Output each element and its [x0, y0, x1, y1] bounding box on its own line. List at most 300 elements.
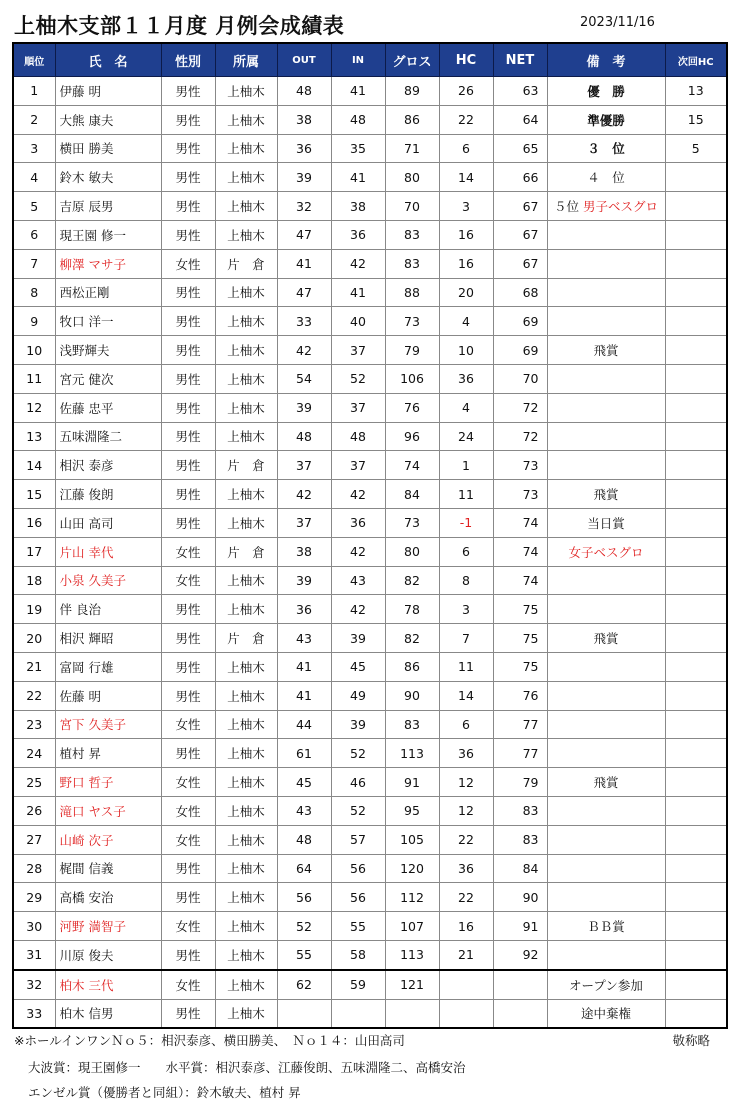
- cell-gross: 113: [385, 940, 439, 969]
- table-row: [13, 249, 727, 278]
- cell-rank: 22: [13, 681, 55, 710]
- cell-in: 52: [331, 364, 385, 393]
- cell-next-hc: [665, 940, 727, 969]
- cell-next-hc: [665, 710, 727, 739]
- table-row: [13, 393, 727, 422]
- cell-name: 浅野輝夫: [55, 336, 161, 365]
- cell-rank: 17: [13, 537, 55, 566]
- cell-club: 上柚木: [215, 77, 277, 106]
- cell-net: [493, 999, 547, 1028]
- cell-remarks: [547, 652, 665, 681]
- cell-gender: 男性: [161, 451, 215, 480]
- table-row: [13, 768, 727, 797]
- cell-remarks: [547, 249, 665, 278]
- cell-hc: 12: [439, 768, 493, 797]
- cell-gender: 男性: [161, 854, 215, 883]
- cell-gross: 82: [385, 566, 439, 595]
- cell-gender: 男性: [161, 595, 215, 624]
- cell-net: 64: [493, 105, 547, 134]
- cell-net: [493, 970, 547, 999]
- table-header: [13, 43, 727, 77]
- cell-out: 43: [277, 796, 331, 825]
- cell-remarks: [547, 825, 665, 854]
- cell-next-hc: [665, 393, 727, 422]
- cell-in: 59: [331, 970, 385, 999]
- table-row: [13, 624, 727, 653]
- table-row: [13, 422, 727, 451]
- table-row: [13, 681, 727, 710]
- cell-gross: 83: [385, 710, 439, 739]
- cell-hc: 22: [439, 883, 493, 912]
- cell-net: 67: [493, 192, 547, 221]
- cell-net: 72: [493, 422, 547, 451]
- remarks-text: ５位: [553, 199, 579, 215]
- cell-hc: -1: [439, 508, 493, 537]
- cell-name: 川原 俊夫: [55, 940, 161, 969]
- cell-gross: 91: [385, 768, 439, 797]
- cell-remarks: [547, 364, 665, 393]
- cell-next-hc: [665, 883, 727, 912]
- cell-net: 91: [493, 912, 547, 941]
- cell-gender: 男性: [161, 422, 215, 451]
- report-date: 2023/11/16: [580, 15, 655, 30]
- cell-next-hc: [665, 163, 727, 192]
- cell-remarks: [547, 710, 665, 739]
- cell-gender: 男性: [161, 652, 215, 681]
- cell-club: 上柚木: [215, 768, 277, 797]
- cell-club: 片 倉: [215, 624, 277, 653]
- cell-net: 70: [493, 364, 547, 393]
- cell-club: 上柚木: [215, 883, 277, 912]
- cell-gross: 74: [385, 451, 439, 480]
- cell-net: 75: [493, 652, 547, 681]
- cell-next-hc: [665, 336, 727, 365]
- table-row: [13, 364, 727, 393]
- cell-club: 片 倉: [215, 451, 277, 480]
- table-row: [13, 739, 727, 768]
- cell-club: 上柚木: [215, 105, 277, 134]
- cell-hc: 11: [439, 480, 493, 509]
- cell-in: 36: [331, 508, 385, 537]
- cell-gender: 男性: [161, 278, 215, 307]
- cell-gender: 男性: [161, 163, 215, 192]
- cell-club: 上柚木: [215, 710, 277, 739]
- cell-out: 33: [277, 307, 331, 336]
- cell-gender: 女性: [161, 912, 215, 941]
- cell-gross: 76: [385, 393, 439, 422]
- table-row: [13, 278, 727, 307]
- cell-net: 75: [493, 595, 547, 624]
- table-row: [13, 652, 727, 681]
- cell-hc: 1: [439, 451, 493, 480]
- cell-name: 現王園 修一: [55, 220, 161, 249]
- cell-remarks: [547, 192, 665, 221]
- cell-club: 上柚木: [215, 163, 277, 192]
- cell-rank: 21: [13, 652, 55, 681]
- cell-remarks: [547, 508, 665, 537]
- cell-net: 69: [493, 336, 547, 365]
- cell-gender: 女性: [161, 710, 215, 739]
- cell-gross: 80: [385, 163, 439, 192]
- cell-out: [277, 999, 331, 1028]
- cell-out: 41: [277, 249, 331, 278]
- cell-out: 55: [277, 940, 331, 969]
- cell-net: 74: [493, 537, 547, 566]
- cell-net: 67: [493, 220, 547, 249]
- cell-in: 39: [331, 624, 385, 653]
- cell-hc: 16: [439, 912, 493, 941]
- header-hc: HC: [439, 43, 493, 77]
- cell-next-hc: [665, 624, 727, 653]
- cell-remarks: [547, 163, 665, 192]
- cell-next-hc: 5: [665, 134, 727, 163]
- table-row: [13, 595, 727, 624]
- cell-gross: 78: [385, 595, 439, 624]
- cell-out: 36: [277, 595, 331, 624]
- cell-club: 片 倉: [215, 537, 277, 566]
- cell-next-hc: [665, 451, 727, 480]
- cell-name: 河野 満智子: [55, 912, 161, 941]
- cell-remarks: [547, 537, 665, 566]
- hole-in-one-note: ※ホールインワンＮｏ５：相沢泰彦、横田勝美、 Ｎｏ１４：山田高司: [14, 1033, 405, 1048]
- table-row: [13, 940, 727, 969]
- cell-hc: [439, 999, 493, 1028]
- cell-out: 42: [277, 336, 331, 365]
- cell-rank: 28: [13, 854, 55, 883]
- cell-gross: 86: [385, 105, 439, 134]
- cell-hc: 36: [439, 364, 493, 393]
- cell-net: 74: [493, 566, 547, 595]
- cell-rank: 11: [13, 364, 55, 393]
- cell-next-hc: [665, 278, 727, 307]
- table-row: [13, 796, 727, 825]
- cell-in: 37: [331, 336, 385, 365]
- cell-out: 44: [277, 710, 331, 739]
- header-gross: グロス: [385, 43, 439, 77]
- cell-club: 上柚木: [215, 970, 277, 999]
- cell-club: 上柚木: [215, 999, 277, 1028]
- cell-in: 42: [331, 480, 385, 509]
- honorific-note: 敬称略: [672, 1033, 710, 1048]
- cell-net: 77: [493, 710, 547, 739]
- table-row: [13, 336, 727, 365]
- cell-next-hc: [665, 768, 727, 797]
- cell-next-hc: [665, 825, 727, 854]
- cell-hc: 16: [439, 220, 493, 249]
- cell-club: 片 倉: [215, 249, 277, 278]
- cell-remarks: [547, 940, 665, 969]
- cell-next-hc: [665, 739, 727, 768]
- cell-next-hc: [665, 192, 727, 221]
- table-row: [13, 163, 727, 192]
- cell-out: 41: [277, 652, 331, 681]
- cell-hc: 21: [439, 940, 493, 969]
- cell-in: 48: [331, 422, 385, 451]
- cell-out: 32: [277, 192, 331, 221]
- cell-remarks: [547, 451, 665, 480]
- cell-hc: 6: [439, 537, 493, 566]
- table-row: [13, 220, 727, 249]
- cell-name: 牧口 洋一: [55, 307, 161, 336]
- awards-note: 大波賞：現王園修一 水平賞：相沢泰彦、江藤俊朗、五味淵隆二、高橋安治: [28, 1060, 466, 1075]
- cell-gender: 男性: [161, 364, 215, 393]
- cell-rank: 29: [13, 883, 55, 912]
- cell-hc: 6: [439, 710, 493, 739]
- cell-out: 48: [277, 422, 331, 451]
- cell-rank: 23: [13, 710, 55, 739]
- cell-hc: 36: [439, 739, 493, 768]
- cell-gross: 112: [385, 883, 439, 912]
- cell-club: 上柚木: [215, 192, 277, 221]
- cell-next-hc: [665, 652, 727, 681]
- cell-gender: 男性: [161, 307, 215, 336]
- header-remarks: 備 考: [547, 43, 665, 77]
- cell-in: 41: [331, 278, 385, 307]
- cell-rank: 9: [13, 307, 55, 336]
- cell-rank: 3: [13, 134, 55, 163]
- cell-net: 74: [493, 508, 547, 537]
- remarks-text: 優 勝: [587, 83, 625, 99]
- cell-out: 39: [277, 393, 331, 422]
- cell-gender: 男性: [161, 220, 215, 249]
- remarks-text: 飛賞: [593, 343, 619, 359]
- cell-net: 75: [493, 624, 547, 653]
- cell-hc: 24: [439, 422, 493, 451]
- cell-club: 上柚木: [215, 220, 277, 249]
- cell-remarks: [547, 105, 665, 134]
- cell-gender: 男性: [161, 883, 215, 912]
- cell-rank: 26: [13, 796, 55, 825]
- cell-gross: 73: [385, 307, 439, 336]
- cell-remarks: [547, 883, 665, 912]
- cell-rank: 12: [13, 393, 55, 422]
- cell-gender: 男性: [161, 480, 215, 509]
- cell-name: 植村 昇: [55, 739, 161, 768]
- cell-gender: 女性: [161, 825, 215, 854]
- cell-club: 上柚木: [215, 336, 277, 365]
- cell-club: 上柚木: [215, 566, 277, 595]
- cell-name: 横田 勝美: [55, 134, 161, 163]
- cell-rank: 25: [13, 768, 55, 797]
- cell-gender: 男性: [161, 77, 215, 106]
- cell-name: 梶間 信義: [55, 854, 161, 883]
- cell-in: 56: [331, 883, 385, 912]
- header-gender: 性別: [161, 43, 215, 77]
- cell-in: 49: [331, 681, 385, 710]
- cell-net: 65: [493, 134, 547, 163]
- cell-remarks: [547, 595, 665, 624]
- cell-name: 山田 高司: [55, 508, 161, 537]
- remarks-text: 飛賞: [593, 487, 619, 503]
- cell-in: 40: [331, 307, 385, 336]
- cell-next-hc: [665, 912, 727, 941]
- cell-out: 56: [277, 883, 331, 912]
- table-row: [13, 192, 727, 221]
- cell-out: 42: [277, 480, 331, 509]
- cell-club: 上柚木: [215, 278, 277, 307]
- cell-name: 吉原 辰男: [55, 192, 161, 221]
- table-body: [13, 77, 727, 1029]
- cell-rank: 19: [13, 595, 55, 624]
- cell-gender: 男性: [161, 134, 215, 163]
- cell-hc: 7: [439, 624, 493, 653]
- cell-net: 76: [493, 681, 547, 710]
- cell-out: 39: [277, 163, 331, 192]
- cell-gross: 96: [385, 422, 439, 451]
- cell-gross: [385, 999, 439, 1028]
- table-row: [13, 77, 727, 106]
- cell-net: 73: [493, 480, 547, 509]
- cell-club: 上柚木: [215, 825, 277, 854]
- cell-rank: 10: [13, 336, 55, 365]
- cell-next-hc: [665, 480, 727, 509]
- cell-name: 五味淵隆二: [55, 422, 161, 451]
- cell-gender: 女性: [161, 796, 215, 825]
- table-row: [13, 134, 727, 163]
- cell-club: 上柚木: [215, 422, 277, 451]
- cell-hc: 14: [439, 681, 493, 710]
- cell-remarks: [547, 77, 665, 106]
- remarks-text: オープン参加: [569, 977, 643, 993]
- results-table: [12, 42, 728, 1029]
- table-row: [13, 451, 727, 480]
- cell-out: 43: [277, 624, 331, 653]
- cell-rank: 33: [13, 999, 55, 1028]
- cell-gross: 121: [385, 970, 439, 999]
- cell-gender: 女性: [161, 249, 215, 278]
- cell-hc: 4: [439, 393, 493, 422]
- cell-net: 83: [493, 796, 547, 825]
- cell-out: 41: [277, 681, 331, 710]
- cell-remarks: [547, 681, 665, 710]
- cell-gender: 男性: [161, 999, 215, 1028]
- cell-club: 上柚木: [215, 364, 277, 393]
- table-row: [13, 854, 727, 883]
- cell-hc: 6: [439, 134, 493, 163]
- table-row: [13, 105, 727, 134]
- cell-club: 上柚木: [215, 307, 277, 336]
- cell-rank: 8: [13, 278, 55, 307]
- cell-gender: 男性: [161, 393, 215, 422]
- cell-hc: [439, 970, 493, 999]
- cell-gross: 90: [385, 681, 439, 710]
- cell-next-hc: [665, 508, 727, 537]
- cell-name: 大熊 康夫: [55, 105, 161, 134]
- cell-gross: 107: [385, 912, 439, 941]
- cell-out: 52: [277, 912, 331, 941]
- cell-name: 伊藤 明: [55, 77, 161, 106]
- cell-out: 48: [277, 825, 331, 854]
- cell-next-hc: [665, 681, 727, 710]
- cell-remarks: [547, 134, 665, 163]
- header-net: NET: [493, 43, 547, 77]
- cell-in: 57: [331, 825, 385, 854]
- cell-remarks: [547, 912, 665, 941]
- cell-rank: 18: [13, 566, 55, 595]
- cell-name: 野口 哲子: [55, 768, 161, 797]
- page-title: 上柚木支部１１月度 月例会成績表: [14, 14, 345, 38]
- cell-remarks: [547, 220, 665, 249]
- cell-hc: 8: [439, 566, 493, 595]
- header-in: IN: [331, 43, 385, 77]
- table-row: [13, 537, 727, 566]
- cell-out: 39: [277, 566, 331, 595]
- cell-club: 上柚木: [215, 595, 277, 624]
- cell-net: 72: [493, 393, 547, 422]
- table-row: [13, 912, 727, 941]
- cell-name: 相沢 輝昭: [55, 624, 161, 653]
- cell-remarks: [547, 278, 665, 307]
- table-row: [13, 566, 727, 595]
- cell-out: 37: [277, 508, 331, 537]
- cell-remarks: [547, 480, 665, 509]
- cell-out: 54: [277, 364, 331, 393]
- cell-name: 柳澤 マサ子: [55, 249, 161, 278]
- cell-hc: 12: [439, 796, 493, 825]
- cell-remarks: [547, 970, 665, 999]
- cell-remarks: [547, 307, 665, 336]
- cell-rank: 20: [13, 624, 55, 653]
- cell-name: 山崎 次子: [55, 825, 161, 854]
- cell-rank: 13: [13, 422, 55, 451]
- cell-net: 83: [493, 825, 547, 854]
- cell-next-hc: [665, 566, 727, 595]
- cell-remarks: [547, 566, 665, 595]
- cell-out: 45: [277, 768, 331, 797]
- cell-rank: 15: [13, 480, 55, 509]
- cell-rank: 6: [13, 220, 55, 249]
- cell-remarks: [547, 393, 665, 422]
- cell-rank: 31: [13, 940, 55, 969]
- cell-hc: 3: [439, 595, 493, 624]
- cell-out: 62: [277, 970, 331, 999]
- cell-in: 42: [331, 537, 385, 566]
- cell-next-hc: [665, 854, 727, 883]
- cell-gross: 83: [385, 220, 439, 249]
- cell-out: 47: [277, 278, 331, 307]
- cell-next-hc: [665, 307, 727, 336]
- header-rank: 順位: [13, 43, 55, 77]
- cell-name: 高橋 安治: [55, 883, 161, 912]
- cell-next-hc: [665, 595, 727, 624]
- cell-remarks: [547, 624, 665, 653]
- best-gross-label: 女子ベスグロ: [568, 544, 644, 560]
- cell-remarks: [547, 999, 665, 1028]
- cell-next-hc: [665, 537, 727, 566]
- cell-name: 滝口 ヤス子: [55, 796, 161, 825]
- cell-net: 69: [493, 307, 547, 336]
- cell-gross: 95: [385, 796, 439, 825]
- cell-in: 41: [331, 163, 385, 192]
- cell-next-hc: [665, 999, 727, 1028]
- cell-name: 小泉 久美子: [55, 566, 161, 595]
- cell-net: 63: [493, 77, 547, 106]
- cell-net: 77: [493, 739, 547, 768]
- cell-gender: 男性: [161, 508, 215, 537]
- cell-net: 79: [493, 768, 547, 797]
- cell-remarks: [547, 768, 665, 797]
- cell-in: 36: [331, 220, 385, 249]
- cell-gross: 79: [385, 336, 439, 365]
- cell-in: 38: [331, 192, 385, 221]
- cell-hc: 4: [439, 307, 493, 336]
- cell-rank: 16: [13, 508, 55, 537]
- cell-out: 37: [277, 451, 331, 480]
- cell-out: 48: [277, 77, 331, 106]
- cell-club: 上柚木: [215, 393, 277, 422]
- cell-in: 48: [331, 105, 385, 134]
- cell-next-hc: [665, 796, 727, 825]
